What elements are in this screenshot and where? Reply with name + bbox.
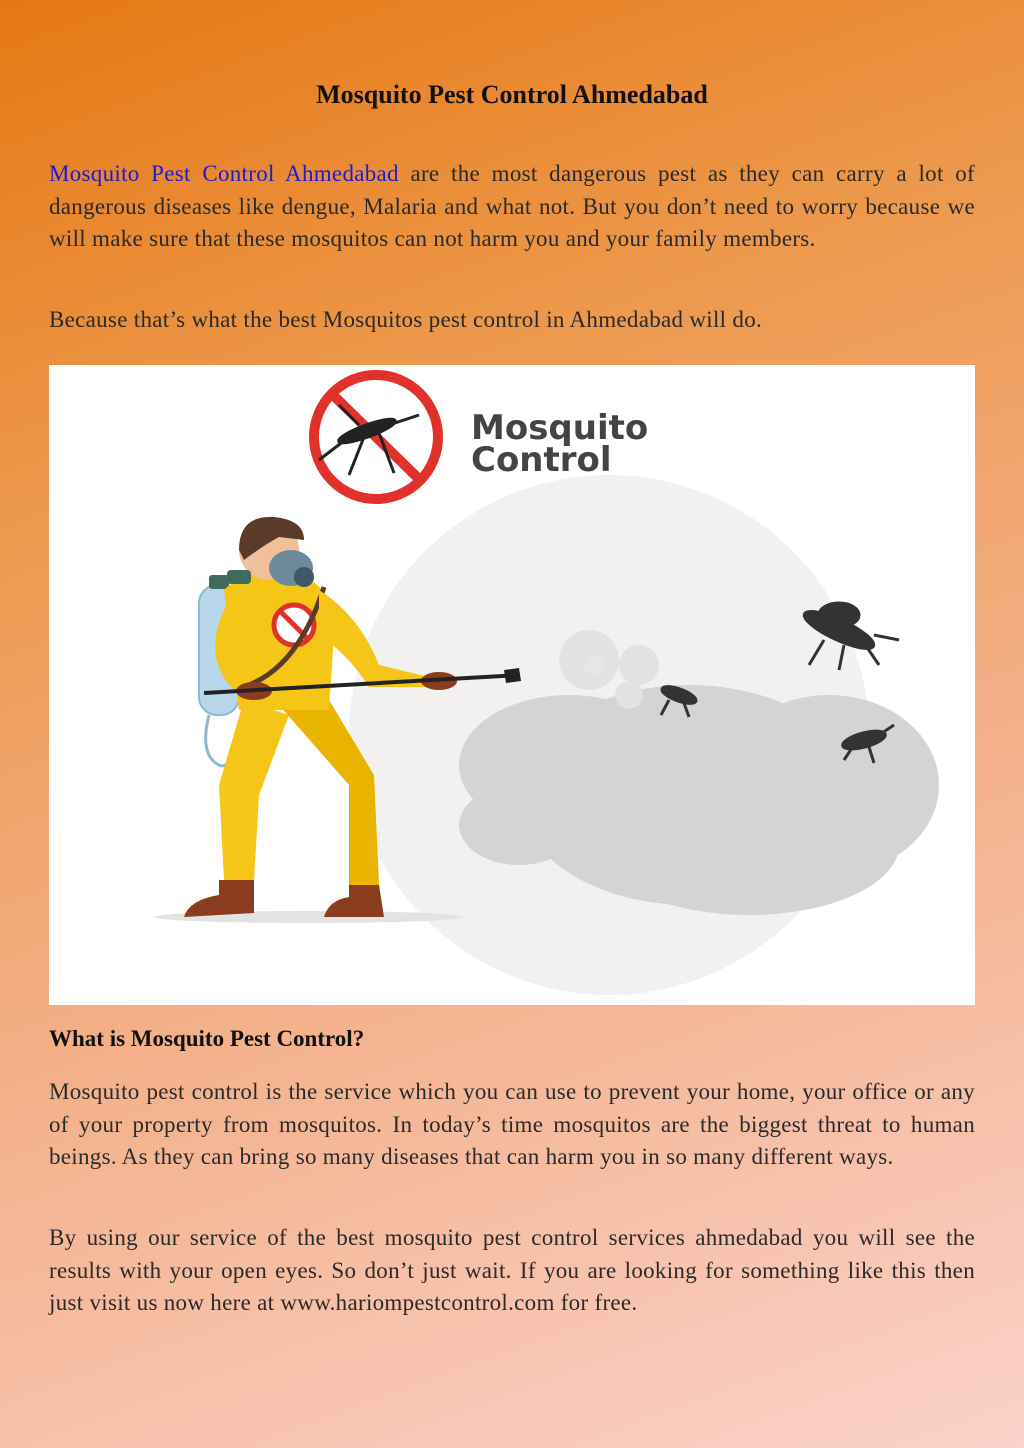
section-heading: What is Mosquito Pest Control? (49, 1026, 365, 1051)
intro-text: are the most dangerous pest as they can carry a lot of dangerous diseases like dengue, Malaria and what not. But you don’t need to worry because we will make sure that these mosquitos can not harm you and your family members. (49, 161, 975, 251)
page-title: Mosquito Pest Control Ahmedabad (316, 80, 708, 109)
paragraph-what-is: Mosquito pest control is the service which you can use to prevent your home, your office or any of your property from mosquitos. In today’s time mosquitos are the biggest threat to human beings. As they can bring so many diseases that can harm you in so many different ways. (49, 1079, 975, 1169)
logo-text-line1: Mosquito (471, 408, 649, 448)
paragraph-service: By using our service of the best mosquito pest control services ahmedabad you will see the results with your open eyes. So don’t just wait. If you are looking for something like this then just visit us now here at www.hariompestcontrol.com for free. (49, 1225, 975, 1315)
intro-paragraph (49, 158, 975, 256)
intro-paragraph-2: Because that’s what the best Mosquitos pest control in Ahmedabad will do. (49, 307, 763, 332)
ban-mosquito-icon (314, 375, 438, 499)
logo-text-line2: Control (471, 440, 612, 480)
intro-link[interactable]: Mosquito Pest Control Ahmedabad (49, 161, 399, 186)
mosquito-control-illustration (49, 365, 975, 1005)
